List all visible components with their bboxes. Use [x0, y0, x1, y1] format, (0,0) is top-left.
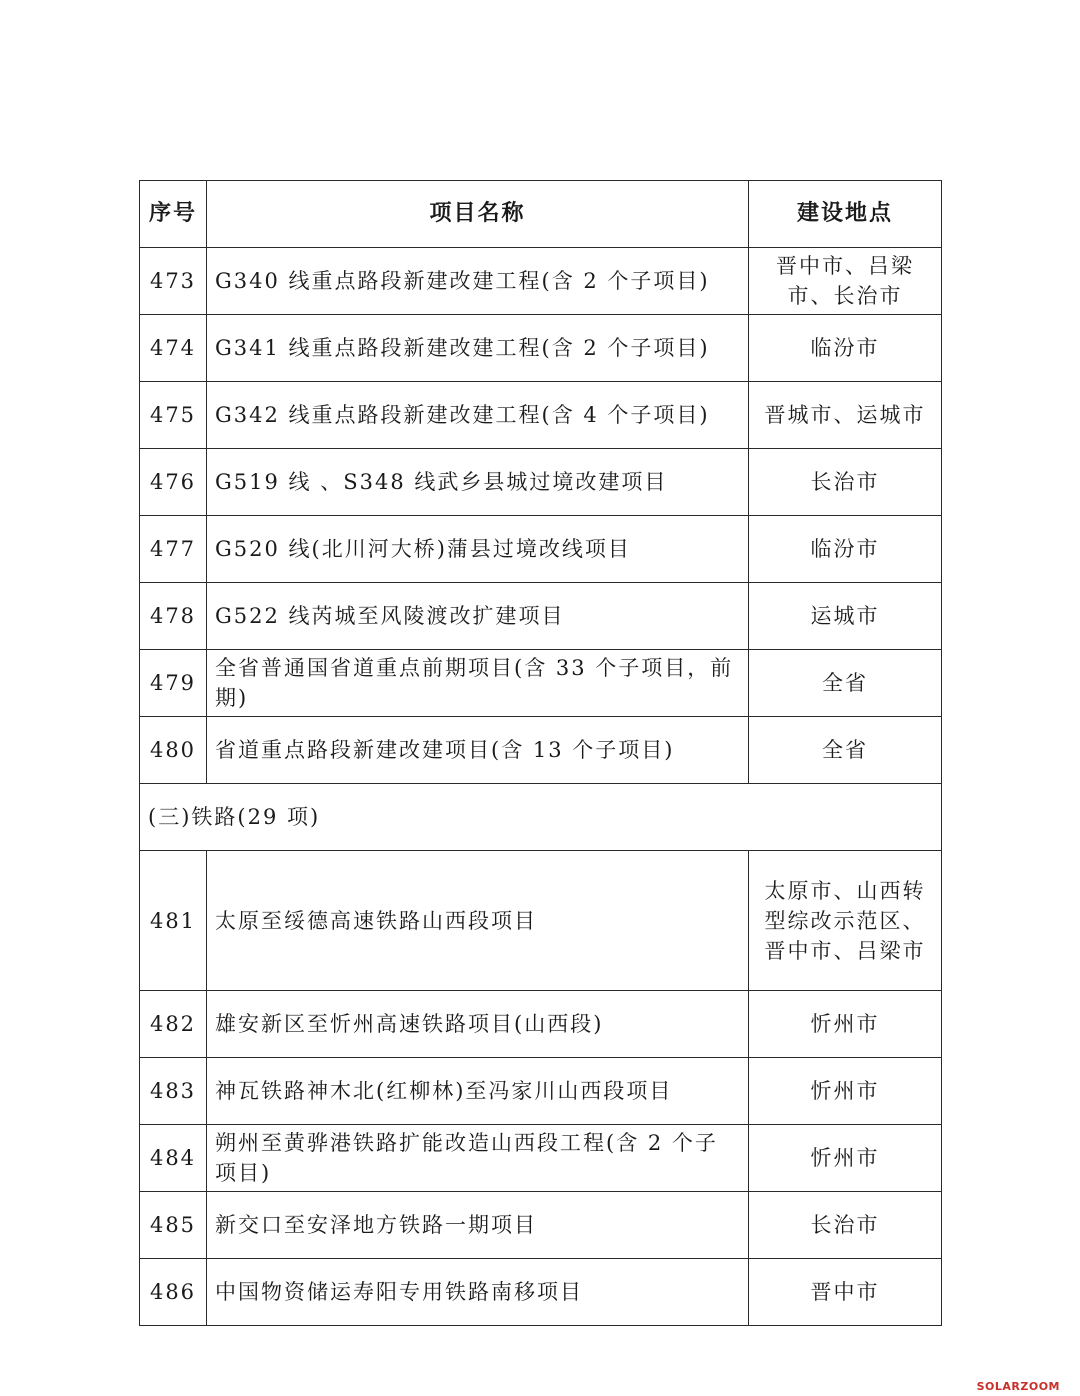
table-row — [140, 650, 942, 717]
row-no: 479 — [140, 650, 207, 717]
row-no: 476 — [140, 449, 207, 516]
table-row — [140, 1259, 942, 1326]
row-location: 运城市 — [749, 583, 942, 650]
table-row — [140, 1125, 942, 1192]
row-location: 忻州市 — [749, 1125, 942, 1192]
row-location: 忻州市 — [749, 991, 942, 1058]
table-row — [140, 449, 942, 516]
table-row — [140, 1192, 942, 1259]
row-name: G522 线芮城至风陵渡改扩建项目 — [207, 583, 749, 650]
row-name: 雄安新区至忻州高速铁路项目(山西段) — [207, 991, 749, 1058]
row-name: 新交口至安泽地方铁路一期项目 — [207, 1192, 749, 1259]
row-name: G340 线重点路段新建改建工程(含 2 个子项目) — [207, 248, 749, 315]
row-name: 全省普通国省道重点前期项目(含 33 个子项目，前期) — [207, 650, 749, 717]
row-no: 484 — [140, 1125, 207, 1192]
row-location: 全省 — [749, 717, 942, 784]
table-row — [140, 991, 942, 1058]
row-location: 晋中市 — [749, 1259, 942, 1326]
table-row — [140, 516, 942, 583]
row-location: 临汾市 — [749, 516, 942, 583]
row-no: 477 — [140, 516, 207, 583]
row-location: 全省 — [749, 650, 942, 717]
row-no: 483 — [140, 1058, 207, 1125]
row-location: 晋城市、运城市 — [749, 382, 942, 449]
row-location: 忻州市 — [749, 1058, 942, 1125]
row-no: 478 — [140, 583, 207, 650]
row-no: 480 — [140, 717, 207, 784]
row-no: 482 — [140, 991, 207, 1058]
project-table — [139, 180, 942, 1326]
row-name: 神瓦铁路神木北(红柳林)至冯家川山西段项目 — [207, 1058, 749, 1125]
row-name: 朔州至黄骅港铁路扩能改造山西段工程(含 2 个子项目) — [207, 1125, 749, 1192]
table-row — [140, 248, 942, 315]
table-row — [140, 382, 942, 449]
row-no: 486 — [140, 1259, 207, 1326]
section-title: (三)铁路(29 项) — [140, 784, 942, 851]
table-row — [140, 1058, 942, 1125]
row-no: 485 — [140, 1192, 207, 1259]
row-name: 省道重点路段新建改建项目(含 13 个子项目) — [207, 717, 749, 784]
table-row — [140, 583, 942, 650]
row-name: G519 线 、S348 线武乡县城过境改建项目 — [207, 449, 749, 516]
watermark-logo: SOLARZOOM — [976, 1380, 1060, 1393]
row-no: 475 — [140, 382, 207, 449]
header-row — [140, 181, 942, 248]
row-no: 474 — [140, 315, 207, 382]
header-no: 序号 — [140, 181, 207, 248]
table-row — [140, 851, 942, 991]
row-location: 长治市 — [749, 449, 942, 516]
row-location: 太原市、山西转型综改示范区、晋中市、吕梁市 — [749, 851, 942, 991]
header-location: 建设地点 — [749, 181, 942, 248]
table-row — [140, 315, 942, 382]
header-name: 项目名称 — [207, 181, 749, 248]
section-row — [140, 784, 942, 851]
row-no: 481 — [140, 851, 207, 991]
row-name: G342 线重点路段新建改建工程(含 4 个子项目) — [207, 382, 749, 449]
row-name: 中国物资储运寿阳专用铁路南移项目 — [207, 1259, 749, 1326]
row-name: 太原至绥德高速铁路山西段项目 — [207, 851, 749, 991]
row-location: 长治市 — [749, 1192, 942, 1259]
row-name: G520 线(北川河大桥)蒲县过境改线项目 — [207, 516, 749, 583]
table-row — [140, 717, 942, 784]
row-no: 473 — [140, 248, 207, 315]
row-name: G341 线重点路段新建改建工程(含 2 个子项目) — [207, 315, 749, 382]
row-location: 晋中市、吕梁市、长治市 — [749, 248, 942, 315]
row-location: 临汾市 — [749, 315, 942, 382]
